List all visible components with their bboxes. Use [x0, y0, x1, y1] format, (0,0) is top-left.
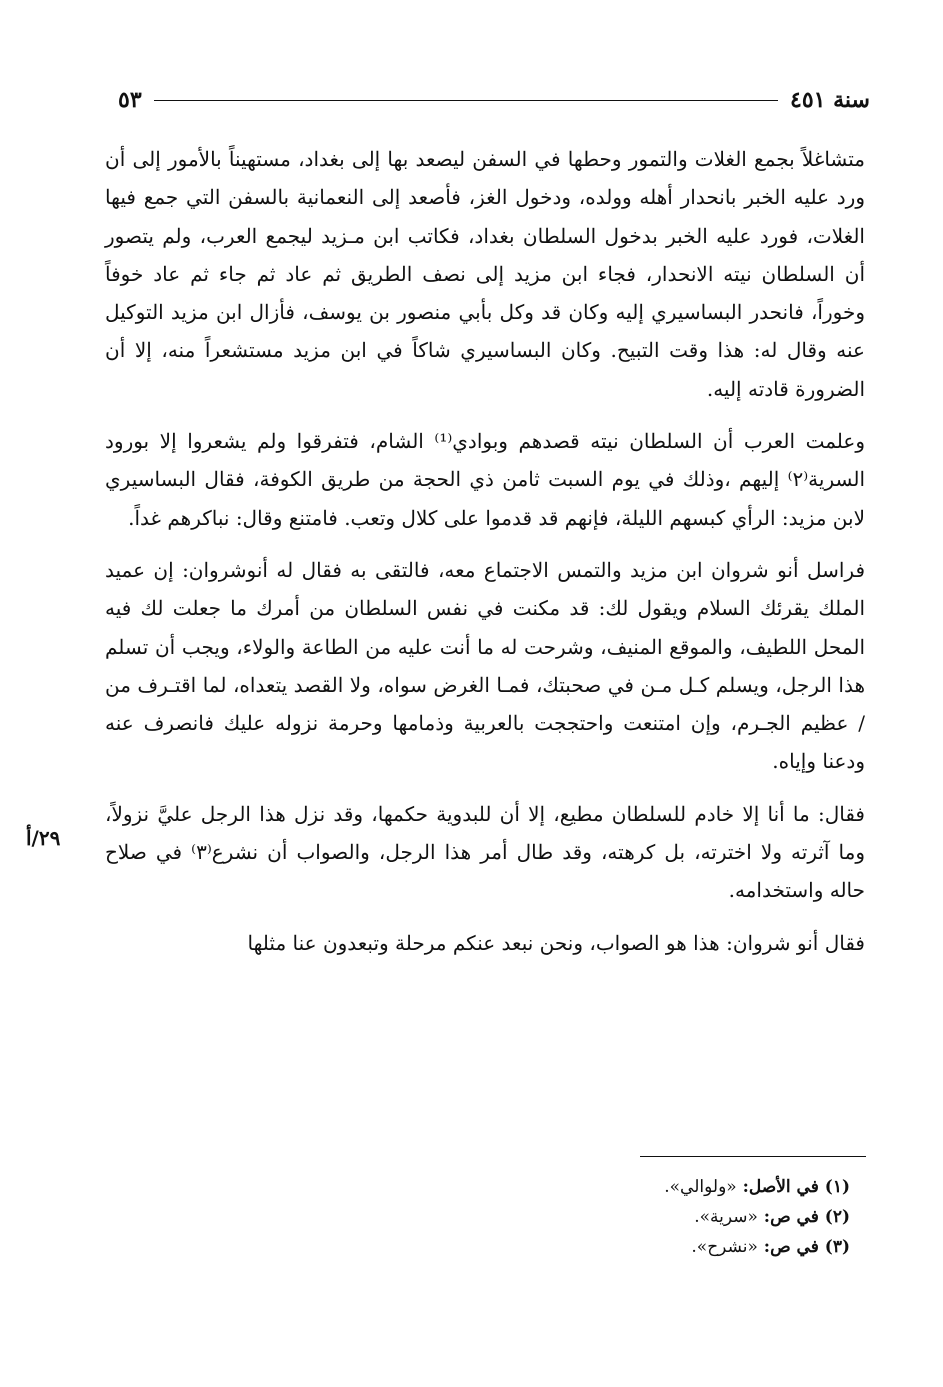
- footnote-2: [520, 1202, 850, 1232]
- paragraph-1: متشاغلاً بجمع الغلات والتمور وحطها في السفن ليصعد بها إلى بغداد، مستهيناً بالأمور إلى أن ورد عليه الخبر بانحدار أهله وولده، ودخول الغز، فأصعد إلى النعمانية بالسفن التي جمع فيها الغلات، فورد عليه الخبر بدخول السلطان بغداد، فكاتب ابن مـزيد ليجمع العرب، ولم يتصور أن السلطان نيته الانحدار، فجاء ابن مزيد إلى نصف الطريق ثم عاد ثم جاء ثم عاد خوفاً وخوراً، فانحدر البساسيري إليه وكان قد وكل بأبي منصور بن يوسف، فأزال ابن مزيد التوكيل عنه وقال له: هذا وقت التبيح. وكان البساسيري شاكاً في ابن مزيد مستشعراً منه، إلا أن الضرورة قادته إليه.: [105, 147, 865, 401]
- paragraph-4: فقال: ما أنا إلا خادم للسلطان مطيع، إلا أن للبدوية حكمها، وقد نزل هذا الرجل عليَّ نزولاً، وما آثرته ولا اخترته، بل كرهته، وقد طال أمر هذا الرجل، والصواب أن نشرع⁽٣⁾ في صلاح حاله واستخدامه.: [105, 801, 865, 903]
- paragraph-2: وعلمت العرب أن السلطان نيته قصدهم وبوادي⁽¹⁾ الشام، فتفرقوا ولم يشعروا إلا بورود السرية⁽٢⁾ إليهم ،وذلك في يوم السبت ثامن ذي الحجة من طريق الكوفة، فقال البساسيري لابن مزيد: الرأي كبسهم الليلة، فإنهم قد قدموا على كلال وتعب. فامتنع وقال: نباكرهم غداً.: [105, 429, 865, 530]
- footnote-1: [520, 1172, 850, 1202]
- footnote-2-quote: «سرية».: [694, 1207, 758, 1227]
- footnote-1-label: (١) في الأصل:: [742, 1177, 850, 1197]
- header-rule: [154, 100, 778, 101]
- footnote-3: [520, 1232, 850, 1262]
- main-text: [105, 140, 865, 976]
- margin-folio-note: ٢٩/أ: [26, 826, 61, 850]
- paragraph-3: فراسل أنو شروان ابن مزيد والتمس الاجتماع معه، فالتقى به فقال له أنوشروان: إن عميد الملك يقرئك السلام ويقول لك: قد مكنت في نفس السلطان من أمرك ما جعلت لك فيه المحل اللطيف، والموقع المنيف، وشرحت له ما أنت عليه من الطاعة والولاء، ويجب أن تسلم هذا الرجل، ويسلم كـل مـن في صحبتك، فمـا الغرض سواه، ولا القصد يتعداه، لما اقتـرف من / عظيم الجـرم، وإن امتنعت واحتججت بالعربية وذمامها وحرمة نزوله عليك فانصرف عنه ودعنا وإياه.: [105, 557, 866, 774]
- footnote-2-label: (٢) في ص:: [763, 1207, 850, 1227]
- footnote-3-quote: «نشرح».: [691, 1237, 758, 1257]
- paragraph-5: فقال أنو شروان: هذا هو الصواب، ونحن نبعد عنكم مرحلة وتبعدون عنا مثلها: [247, 930, 865, 955]
- footnote-separator: [640, 1156, 866, 1157]
- footnote-1-quote: «ولوالي».: [664, 1177, 737, 1197]
- header-year: سنة ٤٥١: [790, 87, 870, 113]
- footnote-3-label: (٣) في ص:: [763, 1237, 850, 1257]
- page-number: ٥٣: [118, 87, 142, 113]
- page-header: [118, 82, 870, 118]
- footnotes: [520, 1172, 850, 1262]
